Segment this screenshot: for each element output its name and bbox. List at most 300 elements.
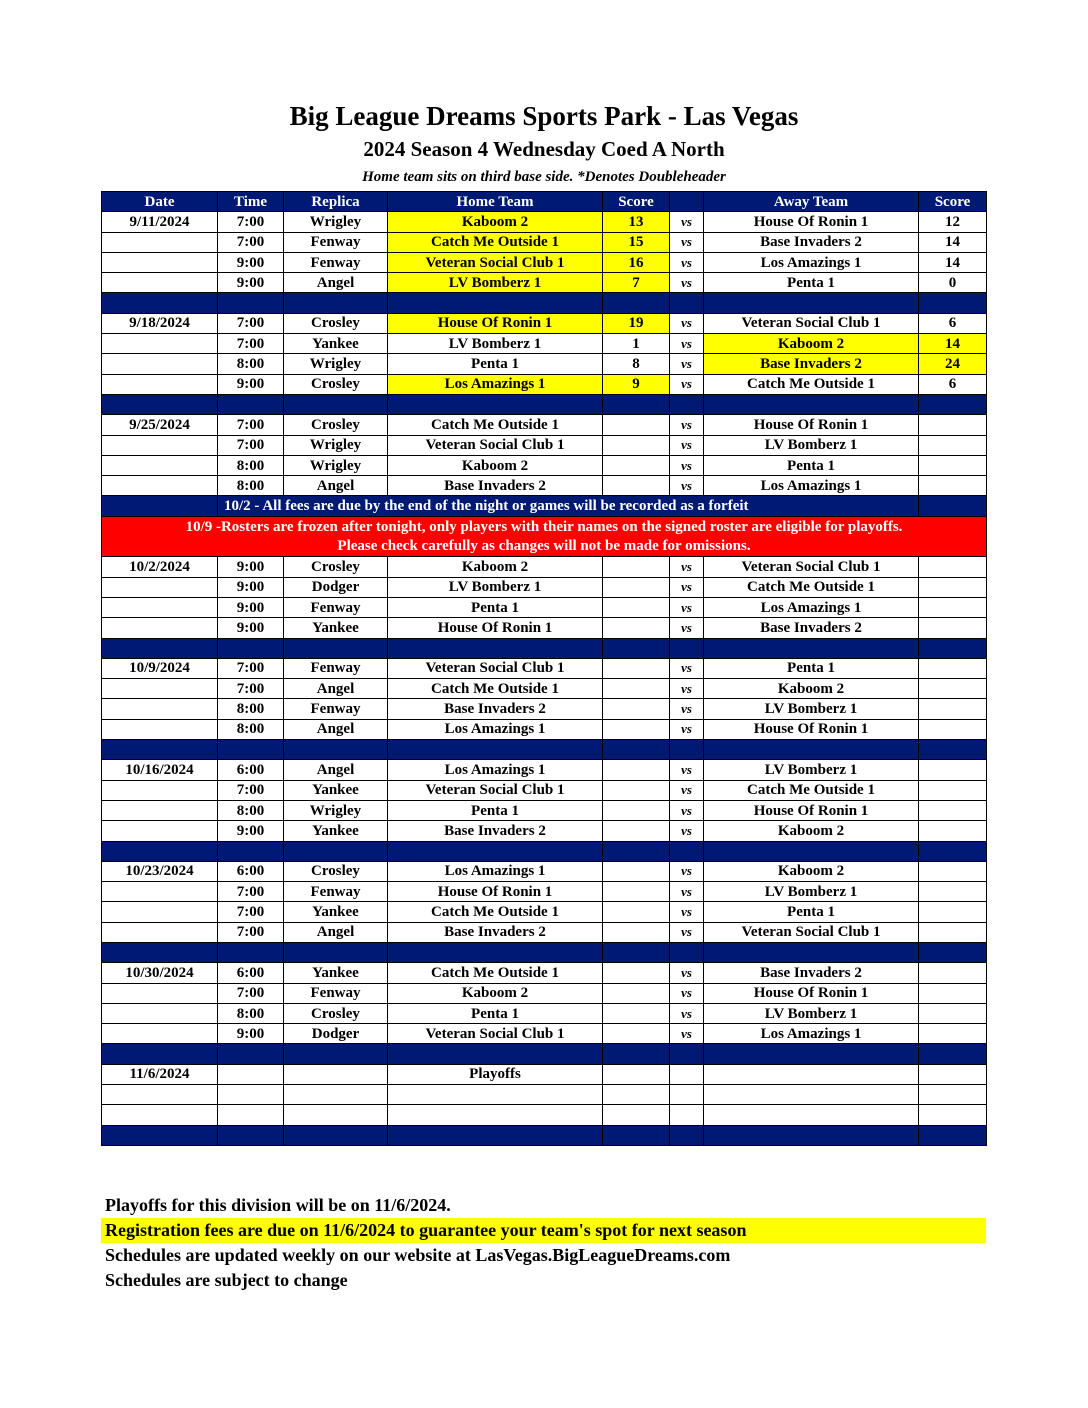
separator-cell [670,638,704,658]
replica-cell: Crosley [284,415,388,435]
home-score-cell [603,800,670,820]
home-score-cell [603,1064,670,1084]
date-cell [102,476,218,496]
time-cell: 7:00 [218,435,284,455]
replica-cell: Wrigley [284,455,388,475]
home-team-cell: Catch Me Outside 1 [388,679,603,699]
date-cell [102,1003,218,1023]
table-row [102,252,987,272]
replica-cell: Wrigley [284,800,388,820]
schedule-table [101,191,987,1146]
away-team-cell [704,1064,919,1084]
home-team-cell: LV Bomberz 1 [388,273,603,293]
away-team-cell: Penta 1 [704,658,919,678]
vs-cell: vs [670,1003,704,1023]
home-team-cell: LV Bomberz 1 [388,334,603,354]
table-row [102,882,987,902]
blank-cell [704,1105,919,1125]
vs-cell: vs [670,273,704,293]
away-score-cell: 24 [919,354,987,374]
separator-cell [284,740,388,760]
col-header-away-score: Score [919,192,987,212]
replica-cell: Crosley [284,1003,388,1023]
away-team-cell: Penta 1 [704,273,919,293]
vs-cell: vs [670,902,704,922]
away-score-cell: 14 [919,232,987,252]
separator-cell [704,394,919,414]
blank-cell [218,1085,284,1105]
away-team-cell: House Of Ronin 1 [704,719,919,739]
week-separator-row [102,942,987,962]
replica-cell: Fenway [284,699,388,719]
separator-cell [704,740,919,760]
vs-cell: vs [670,963,704,983]
home-team-cell: Catch Me Outside 1 [388,963,603,983]
home-team-cell: Los Amazings 1 [388,719,603,739]
vs-cell: vs [670,354,704,374]
away-team-cell: Catch Me Outside 1 [704,577,919,597]
table-row [102,557,987,577]
vs-cell: vs [670,800,704,820]
blank-cell [603,1085,670,1105]
vs-cell: vs [670,658,704,678]
table-row [102,719,987,739]
table-row [102,963,987,983]
vs-cell: vs [670,313,704,333]
separator-cell [603,293,670,313]
home-score-cell: 19 [603,313,670,333]
vs-cell: vs [670,821,704,841]
away-team-cell: Los Amazings 1 [704,597,919,617]
replica-cell: Wrigley [284,354,388,374]
away-team-cell: Veteran Social Club 1 [704,313,919,333]
replica-cell: Fenway [284,252,388,272]
vs-cell: vs [670,232,704,252]
separator-cell [284,1044,388,1064]
separator-cell [388,638,603,658]
date-cell [102,354,218,374]
home-score-cell [603,618,670,638]
replica-cell: Fenway [284,882,388,902]
vs-cell: vs [670,212,704,232]
col-header-date: Date [102,192,218,212]
away-score-cell [919,435,987,455]
home-score-cell: 16 [603,252,670,272]
date-cell [102,679,218,699]
away-score-cell [919,983,987,1003]
time-cell: 8:00 [218,719,284,739]
separator-cell [218,942,284,962]
col-header-home-score: Score [603,192,670,212]
table-row [102,273,987,293]
away-score-cell [919,679,987,699]
time-cell [218,1064,284,1084]
footer-playoffs-note: Playoffs for this division will be on 11/6/2024. [105,1195,451,1215]
separator-cell [670,740,704,760]
home-team-cell: Base Invaders 2 [388,821,603,841]
separator-cell [102,394,218,414]
separator-cell [284,942,388,962]
away-team-cell: House Of Ronin 1 [704,983,919,1003]
separator-cell [603,841,670,861]
separator-cell [218,394,284,414]
separator-cell [919,1125,987,1145]
replica-cell [284,1064,388,1084]
home-score-cell [603,780,670,800]
schedule-header-row [102,192,987,212]
blank-cell [284,1105,388,1125]
date-cell [102,821,218,841]
time-cell: 9:00 [218,374,284,394]
date-cell: 10/16/2024 [102,760,218,780]
table-row [102,334,987,354]
time-cell: 8:00 [218,699,284,719]
separator-cell [704,1125,919,1145]
time-cell: 8:00 [218,455,284,475]
col-header-replica: Replica [284,192,388,212]
separator-cell [284,638,388,658]
home-score-cell [603,679,670,699]
separator-cell [102,1044,218,1064]
separator-cell [218,1044,284,1064]
separator-cell [102,740,218,760]
away-team-cell: Kaboom 2 [704,679,919,699]
home-score-cell [603,597,670,617]
home-score-cell [603,719,670,739]
time-cell: 7:00 [218,232,284,252]
away-team-cell: LV Bomberz 1 [704,882,919,902]
table-row [102,313,987,333]
home-team-cell: Los Amazings 1 [388,760,603,780]
home-team-cell: Penta 1 [388,800,603,820]
away-score-cell [919,821,987,841]
home-team-note: Home team sits on third base side. *Denotes Doubleheader [362,169,726,185]
away-score-cell [919,597,987,617]
away-score-cell [919,760,987,780]
replica-cell: Crosley [284,374,388,394]
home-score-cell: 7 [603,273,670,293]
date-cell: 11/6/2024 [102,1064,218,1084]
separator-cell [102,841,218,861]
playoffs-label: Playoffs [388,1064,603,1084]
blank-cell [919,1085,987,1105]
separator-cell [704,638,919,658]
home-score-cell [603,902,670,922]
home-team-cell: Penta 1 [388,597,603,617]
home-score-cell: 8 [603,354,670,374]
time-cell: 9:00 [218,252,284,272]
away-team-cell: Penta 1 [704,455,919,475]
date-cell: 9/18/2024 [102,313,218,333]
home-score-cell: 13 [603,212,670,232]
time-cell: 8:00 [218,800,284,820]
table-row [102,861,987,881]
table-row [102,354,987,374]
table-row [102,476,987,496]
home-team-cell: Penta 1 [388,354,603,374]
week-separator-row [102,841,987,861]
date-cell [102,334,218,354]
home-score-cell [603,435,670,455]
away-score-cell [919,719,987,739]
away-team-cell: Los Amazings 1 [704,252,919,272]
away-score-cell [919,1003,987,1023]
separator-cell [388,1125,603,1145]
week-separator-row [102,293,987,313]
vs-cell: vs [670,679,704,699]
table-row [102,577,987,597]
roster-notice-row [102,516,987,536]
separator-cell [603,394,670,414]
time-cell: 6:00 [218,760,284,780]
blank-cell [218,1105,284,1125]
away-team-cell: Kaboom 2 [704,861,919,881]
replica-cell: Angel [284,760,388,780]
date-cell [102,983,218,1003]
vs-cell: vs [670,618,704,638]
blank-cell [388,1105,603,1125]
blank-row [102,1105,987,1125]
fees-notice-row [102,496,987,516]
date-cell [102,882,218,902]
separator-cell [603,740,670,760]
away-team-cell: Base Invaders 2 [704,618,919,638]
separator-cell [388,1044,603,1064]
date-cell [102,273,218,293]
away-team-cell: House Of Ronin 1 [704,415,919,435]
separator-cell [388,942,603,962]
separator-cell [670,942,704,962]
page-title: Big League Dreams Sports Park - Las Vegas [289,101,799,131]
home-score-cell [603,415,670,435]
roster-notice-row [102,537,987,557]
replica-cell: Yankee [284,902,388,922]
vs-cell: vs [670,760,704,780]
separator-cell [218,638,284,658]
table-row [102,435,987,455]
col-header-time: Time [218,192,284,212]
table-row [102,780,987,800]
separator-cell [704,1044,919,1064]
date-cell [102,435,218,455]
home-team-cell: Penta 1 [388,1003,603,1023]
home-team-cell: Catch Me Outside 1 [388,415,603,435]
home-score-cell [603,1024,670,1044]
away-score-cell: 6 [919,313,987,333]
home-score-cell: 15 [603,232,670,252]
table-row [102,658,987,678]
blank-cell [670,1085,704,1105]
home-team-cell: LV Bomberz 1 [388,577,603,597]
vs-cell: vs [670,861,704,881]
separator-cell [670,293,704,313]
away-score-cell [919,922,987,942]
home-team-cell: House Of Ronin 1 [388,618,603,638]
separator-cell [670,394,704,414]
vs-cell: vs [670,374,704,394]
home-score-cell [603,760,670,780]
away-score-cell [919,800,987,820]
replica-cell: Angel [284,719,388,739]
time-cell: 9:00 [218,557,284,577]
away-score-cell: 14 [919,334,987,354]
home-team-cell: Veteran Social Club 1 [388,658,603,678]
playoffs-row [102,1064,987,1084]
table-row [102,212,987,232]
home-team-cell: Veteran Social Club 1 [388,780,603,800]
replica-cell: Fenway [284,983,388,1003]
time-cell: 7:00 [218,882,284,902]
away-team-cell: LV Bomberz 1 [704,760,919,780]
replica-cell: Yankee [284,334,388,354]
vs-cell [670,1064,704,1084]
separator-cell [603,1044,670,1064]
replica-cell: Dodger [284,1024,388,1044]
home-team-cell: Veteran Social Club 1 [388,1024,603,1044]
table-row [102,821,987,841]
home-score-cell [603,577,670,597]
away-score-cell: 14 [919,252,987,272]
vs-cell: vs [670,455,704,475]
replica-cell: Angel [284,679,388,699]
away-score-cell [919,618,987,638]
away-score-cell [919,902,987,922]
separator-cell [603,1125,670,1145]
table-row [102,1024,987,1044]
away-score-cell [919,415,987,435]
separator-cell [603,942,670,962]
vs-cell: vs [670,882,704,902]
separator-cell [603,638,670,658]
away-score-cell [919,557,987,577]
date-cell: 10/2/2024 [102,557,218,577]
replica-cell: Yankee [284,821,388,841]
away-team-cell: Base Invaders 2 [704,963,919,983]
table-row [102,1003,987,1023]
date-cell: 9/25/2024 [102,415,218,435]
separator-cell [218,740,284,760]
footer [101,1193,986,1293]
away-score-cell [919,658,987,678]
separator-cell [919,394,987,414]
separator-cell [284,394,388,414]
home-team-cell: Kaboom 2 [388,455,603,475]
vs-cell: vs [670,557,704,577]
separator-cell [919,293,987,313]
home-score-cell [603,455,670,475]
away-score-cell: 0 [919,273,987,293]
vs-cell: vs [670,415,704,435]
table-row [102,618,987,638]
home-score-cell [603,922,670,942]
date-cell [102,232,218,252]
separator-cell [670,841,704,861]
table-row [102,699,987,719]
home-team-cell: House Of Ronin 1 [388,313,603,333]
vs-cell: vs [670,476,704,496]
home-score-cell [603,476,670,496]
time-cell: 7:00 [218,902,284,922]
replica-cell: Wrigley [284,435,388,455]
vs-cell: vs [670,577,704,597]
away-team-cell: Veteran Social Club 1 [704,922,919,942]
table-row [102,760,987,780]
date-cell [102,252,218,272]
table-row [102,455,987,475]
blank-cell [284,1085,388,1105]
home-score-cell [603,963,670,983]
footer-change-note: Schedules are subject to change [105,1270,348,1290]
table-row [102,902,987,922]
table-row [102,374,987,394]
table-row [102,983,987,1003]
table-row [102,679,987,699]
replica-cell: Angel [284,476,388,496]
home-team-cell: Kaboom 2 [388,983,603,1003]
home-team-cell: Kaboom 2 [388,212,603,232]
week-separator-row [102,394,987,414]
table-row [102,232,987,252]
time-cell: 7:00 [218,658,284,678]
replica-cell: Angel [284,273,388,293]
time-cell: 8:00 [218,476,284,496]
away-team-cell: Los Amazings 1 [704,476,919,496]
away-team-cell: Penta 1 [704,902,919,922]
time-cell: 7:00 [218,313,284,333]
vs-cell: vs [670,435,704,455]
week-separator-row [102,1044,987,1064]
table-row [102,800,987,820]
replica-cell: Crosley [284,313,388,333]
separator-cell [704,942,919,962]
time-cell: 9:00 [218,618,284,638]
vs-cell: vs [670,922,704,942]
separator-cell [218,1125,284,1145]
home-score-cell: 9 [603,374,670,394]
blank-cell [388,1085,603,1105]
vs-cell: vs [670,983,704,1003]
table-row [102,597,987,617]
away-score-cell [919,577,987,597]
roster-notice-text: Please check carefully as changes will not be made for omissions. [102,537,987,557]
separator-cell [218,293,284,313]
date-cell: 10/23/2024 [102,861,218,881]
away-team-cell: Veteran Social Club 1 [704,557,919,577]
date-cell [102,902,218,922]
vs-cell: vs [670,1024,704,1044]
separator-cell [388,841,603,861]
date-cell [102,1024,218,1044]
away-score-cell [919,882,987,902]
separator-cell [919,638,987,658]
fees-notice-text: 10/2 - All fees are due by the end of the night or games will be recorded as a forfeit [218,496,919,516]
time-cell: 6:00 [218,963,284,983]
time-cell: 7:00 [218,780,284,800]
col-header-vs [670,192,704,212]
roster-notice-text: 10/9 -Rosters are frozen after tonight, only players with their names on the signed roster are eligible for playoffs. [102,516,987,536]
separator-cell [284,1125,388,1145]
away-score-cell [919,1024,987,1044]
time-cell: 9:00 [218,821,284,841]
vs-cell: vs [670,719,704,739]
replica-cell: Fenway [284,597,388,617]
notice-spacer-cell [919,496,987,516]
replica-cell: Fenway [284,232,388,252]
away-team-cell: Kaboom 2 [704,821,919,841]
away-score-cell: 12 [919,212,987,232]
away-team-cell: LV Bomberz 1 [704,1003,919,1023]
away-team-cell: LV Bomberz 1 [704,699,919,719]
